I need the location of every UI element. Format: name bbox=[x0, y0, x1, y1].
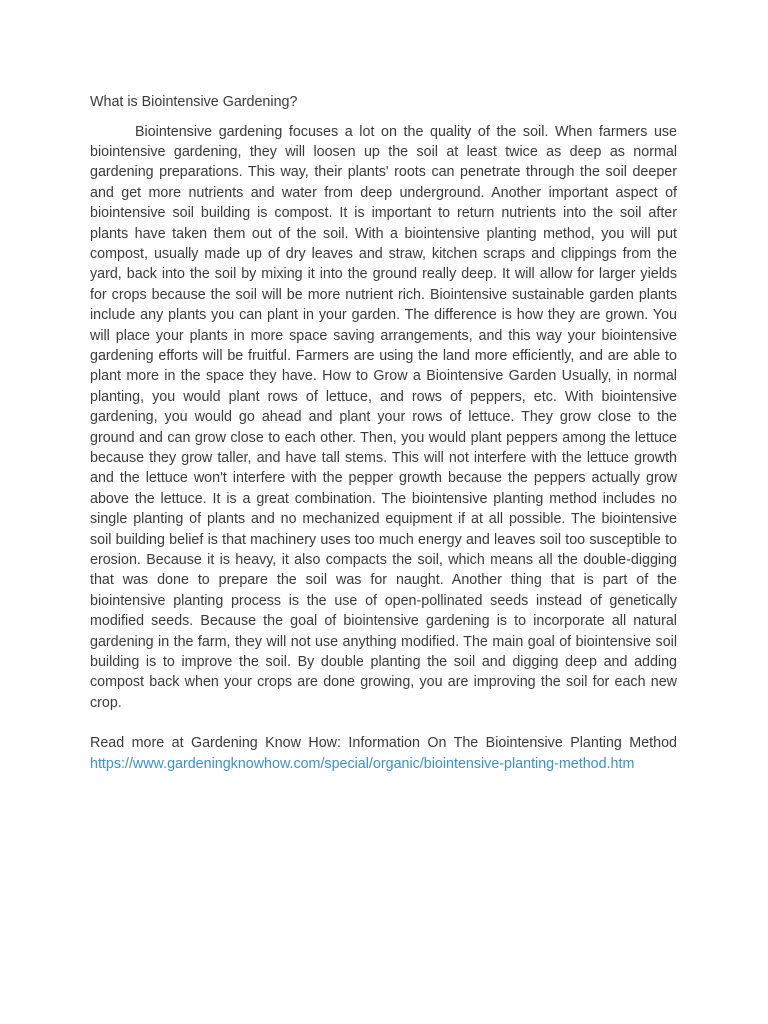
read-more-text: Read more at Gardening Know How: Information On The Biointensive Planting Method bbox=[90, 735, 677, 752]
read-more-paragraph bbox=[90, 733, 677, 774]
document-content bbox=[90, 92, 677, 774]
body-paragraph: Biointensive gardening focuses a lot on the quality of the soil. When farmers use biointensive gardening, they will loosen up the soil at least twice as deep as normal gardening preparations. This way, their plants' roots can penetrate through the soil deeper and get more nutrients and water from deep underground. Another important aspect of biointensive soil building is compost. It is important to return nutrients into the soil after plants have taken them out of the soil. With a biointensive planting method, you will put compost, usually made up of dry leaves and straw, kitchen scraps and clippings from the yard, back into the soil by mixing it into the ground really deep. It will allow for larger yields for crops because the soil will be more nutrient rich. Biointensive sustainable garden plants include any plants you can plant in your garden. The difference is how they are grown. You will place your plants in more space saving arrangements, and this way your biointensive gardening efforts will be fruitful. Farmers are using the land more efficiently, and are able to plant more in the space they have. How to Grow a Biointensive Garden Usually, in normal planting, you would plant rows of lettuce, and rows of peppers, etc. With biointensive gardening, you would go ahead and plant your rows of lettuce. They grow close to the ground and can grow close to each other. Then, you would plant peppers among the lettuce because they grow taller, and have tall stems. This will not interfere with the lettuce growth and the lettuce won't interfere with the pepper growth because the peppers actually grow above the lettuce. It is a great combination. The biointensive planting method includes no single planting of plants and no mechanized equipment if at all possible. The biointensive soil building belief is that machinery uses too much energy and leaves soil too susceptible to erosion. Because it is heavy, it also compacts the soil, which means all the double-digging that was done to prepare the soil was for naught. Another thing that is part of the biointensive planting process is the use of open-pollinated seeds instead of genetically modified seeds. Because the goal of biointensive gardening is to incorporate all natural gardening in the farm, they will not use anything modified. The main goal of biointensive soil building is to improve the soil. By double planting the soil and digging deep and adding compost back when your crops are done growing, you are improving the soil for each new crop. bbox=[90, 123, 677, 711]
document-title: What is Biointensive Gardening? bbox=[90, 94, 298, 110]
source-link[interactable]: https://www.gardeningknowhow.com/special/organic/biointensive-planting-method.htm bbox=[90, 755, 635, 772]
